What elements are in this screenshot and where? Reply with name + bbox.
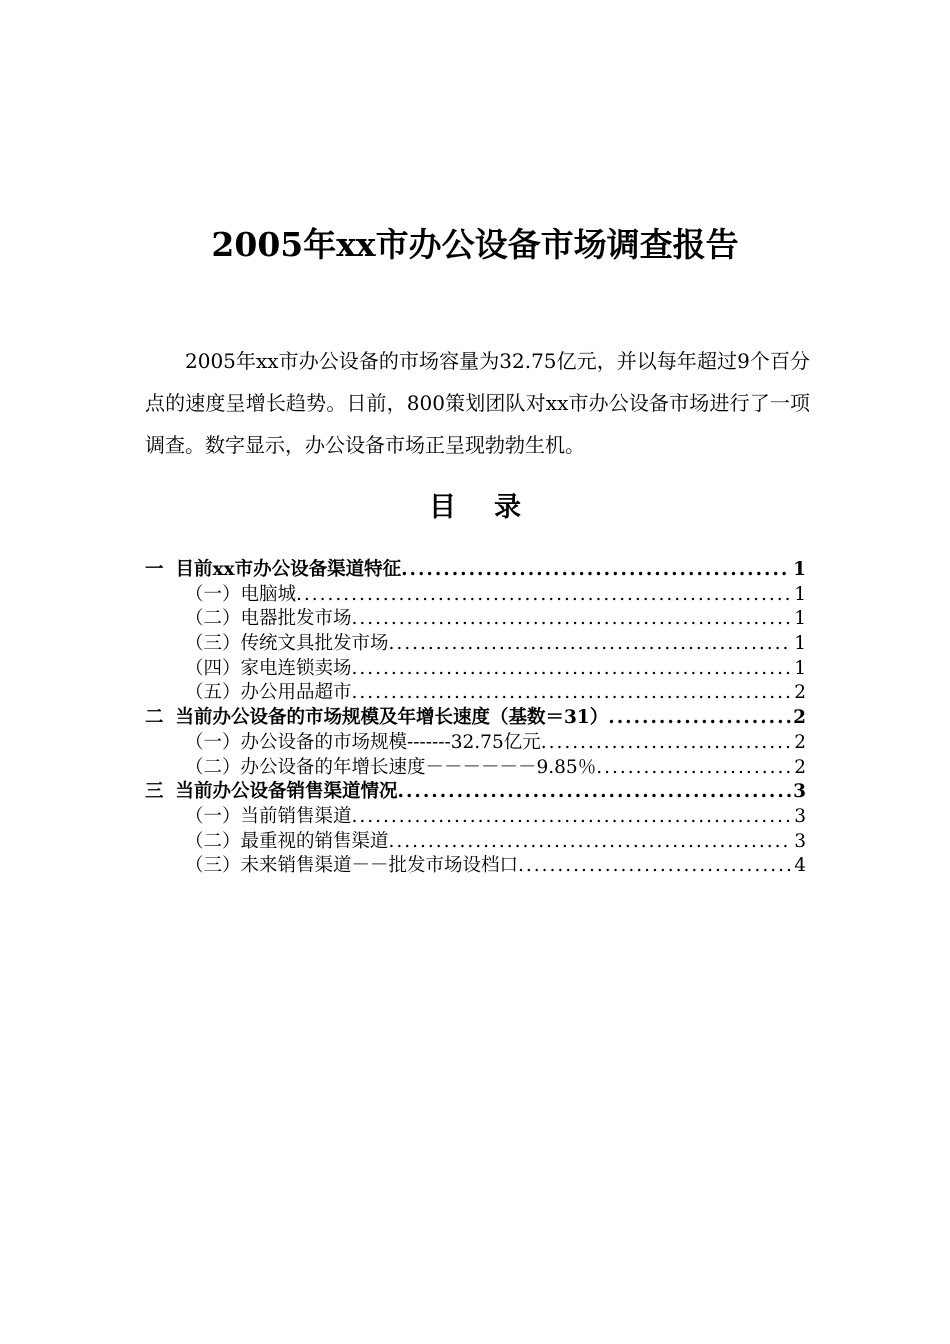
- toc-entry-page: 1: [794, 608, 806, 630]
- toc-dot-leader: [389, 830, 793, 855]
- intro-paragraph: 2005年xx市办公设备的市场容量为32.75亿元，并以每年超过9个百分点的速度呈增长趋势。日前，800策划团队对xx市办公设备市场进行了一项调查。数字显示，办公设备市场正呈现勃勃生机。: [145, 349, 810, 457]
- toc-entry[interactable]: [145, 756, 806, 781]
- toc-entry-page: 3: [793, 781, 806, 803]
- toc-entry-page: 4: [794, 855, 806, 877]
- toc-entry[interactable]: [145, 607, 806, 632]
- toc-entry-text: （四）家电连锁卖场: [185, 657, 352, 679]
- toc-dot-leader: [541, 731, 792, 756]
- toc-entry-page: 2: [794, 756, 806, 778]
- toc-entry-text: （五）办公用品超市: [185, 682, 352, 704]
- toc-dot-leader: [352, 681, 793, 706]
- toc-entry[interactable]: [145, 681, 806, 706]
- toc-entry-text: （三）传统文具批发市场: [185, 633, 389, 655]
- page-title: 2005年xx市办公设备市场调查报告: [211, 225, 739, 265]
- toc-dot-leader: [352, 607, 793, 632]
- toc-dot-leader: [398, 780, 792, 805]
- toc-dot-leader: [596, 756, 792, 781]
- toc-entry-text: 目前xx市办公设备渠道特征: [175, 559, 402, 580]
- toc-dot-leader: [389, 632, 793, 657]
- toc-entry[interactable]: [145, 583, 806, 608]
- toc-entry-text: （一）办公设备的市场规模-------32.75亿元: [185, 731, 541, 753]
- toc-dot-leader: [518, 854, 792, 879]
- toc-entry-number: 三: [145, 781, 164, 803]
- toc-entry[interactable]: [145, 731, 806, 756]
- toc-entry[interactable]: [145, 805, 806, 830]
- toc-entry-page: 1: [794, 583, 806, 605]
- table-of-contents: [145, 558, 806, 879]
- toc-dot-leader: [296, 583, 792, 608]
- toc-title: 目录: [429, 492, 559, 523]
- toc-dot-leader: [352, 805, 793, 830]
- toc-entry-page: 1: [794, 633, 806, 655]
- toc-entry-text: （二）最重视的销售渠道: [185, 830, 389, 852]
- toc-entry[interactable]: [145, 632, 806, 657]
- toc-entry-page: 2: [794, 682, 806, 704]
- toc-dot-leader: [608, 706, 791, 731]
- toc-entry-page: 2: [793, 707, 806, 729]
- toc-entry-text: （二）电器批发市场: [185, 608, 352, 630]
- toc-entry-page: 3: [794, 830, 806, 852]
- toc-entry-text: （三）未来销售渠道－－批发市场设档口: [185, 855, 519, 877]
- toc-entry-page: 1: [794, 657, 806, 679]
- toc-entry[interactable]: [145, 854, 806, 879]
- toc-entry-text: （一）电脑城: [185, 583, 297, 605]
- toc-entry-text: （二）办公设备的年增长速度－－－－－－9.85％: [185, 756, 597, 778]
- toc-entry[interactable]: [145, 558, 806, 583]
- toc-entry-number: 一: [145, 559, 164, 580]
- toc-entry-text: （一）当前销售渠道: [185, 805, 352, 827]
- toc-dot-leader: [352, 657, 793, 682]
- toc-entry-text: 当前办公设备的市场规模及年增长速度（基数＝31）: [175, 707, 609, 729]
- toc-entry[interactable]: [145, 780, 806, 805]
- toc-entry[interactable]: [145, 657, 806, 682]
- toc-entry-page: 2: [794, 731, 806, 753]
- toc-entry-number: 二: [145, 707, 164, 729]
- toc-entry-text: 当前办公设备销售渠道情况: [175, 781, 398, 803]
- toc-entry[interactable]: [145, 830, 806, 855]
- toc-entry-page: 1: [793, 559, 806, 580]
- toc-entry[interactable]: [145, 706, 806, 731]
- toc-entry-page: 3: [794, 805, 806, 827]
- toc-dot-leader: [401, 558, 791, 583]
